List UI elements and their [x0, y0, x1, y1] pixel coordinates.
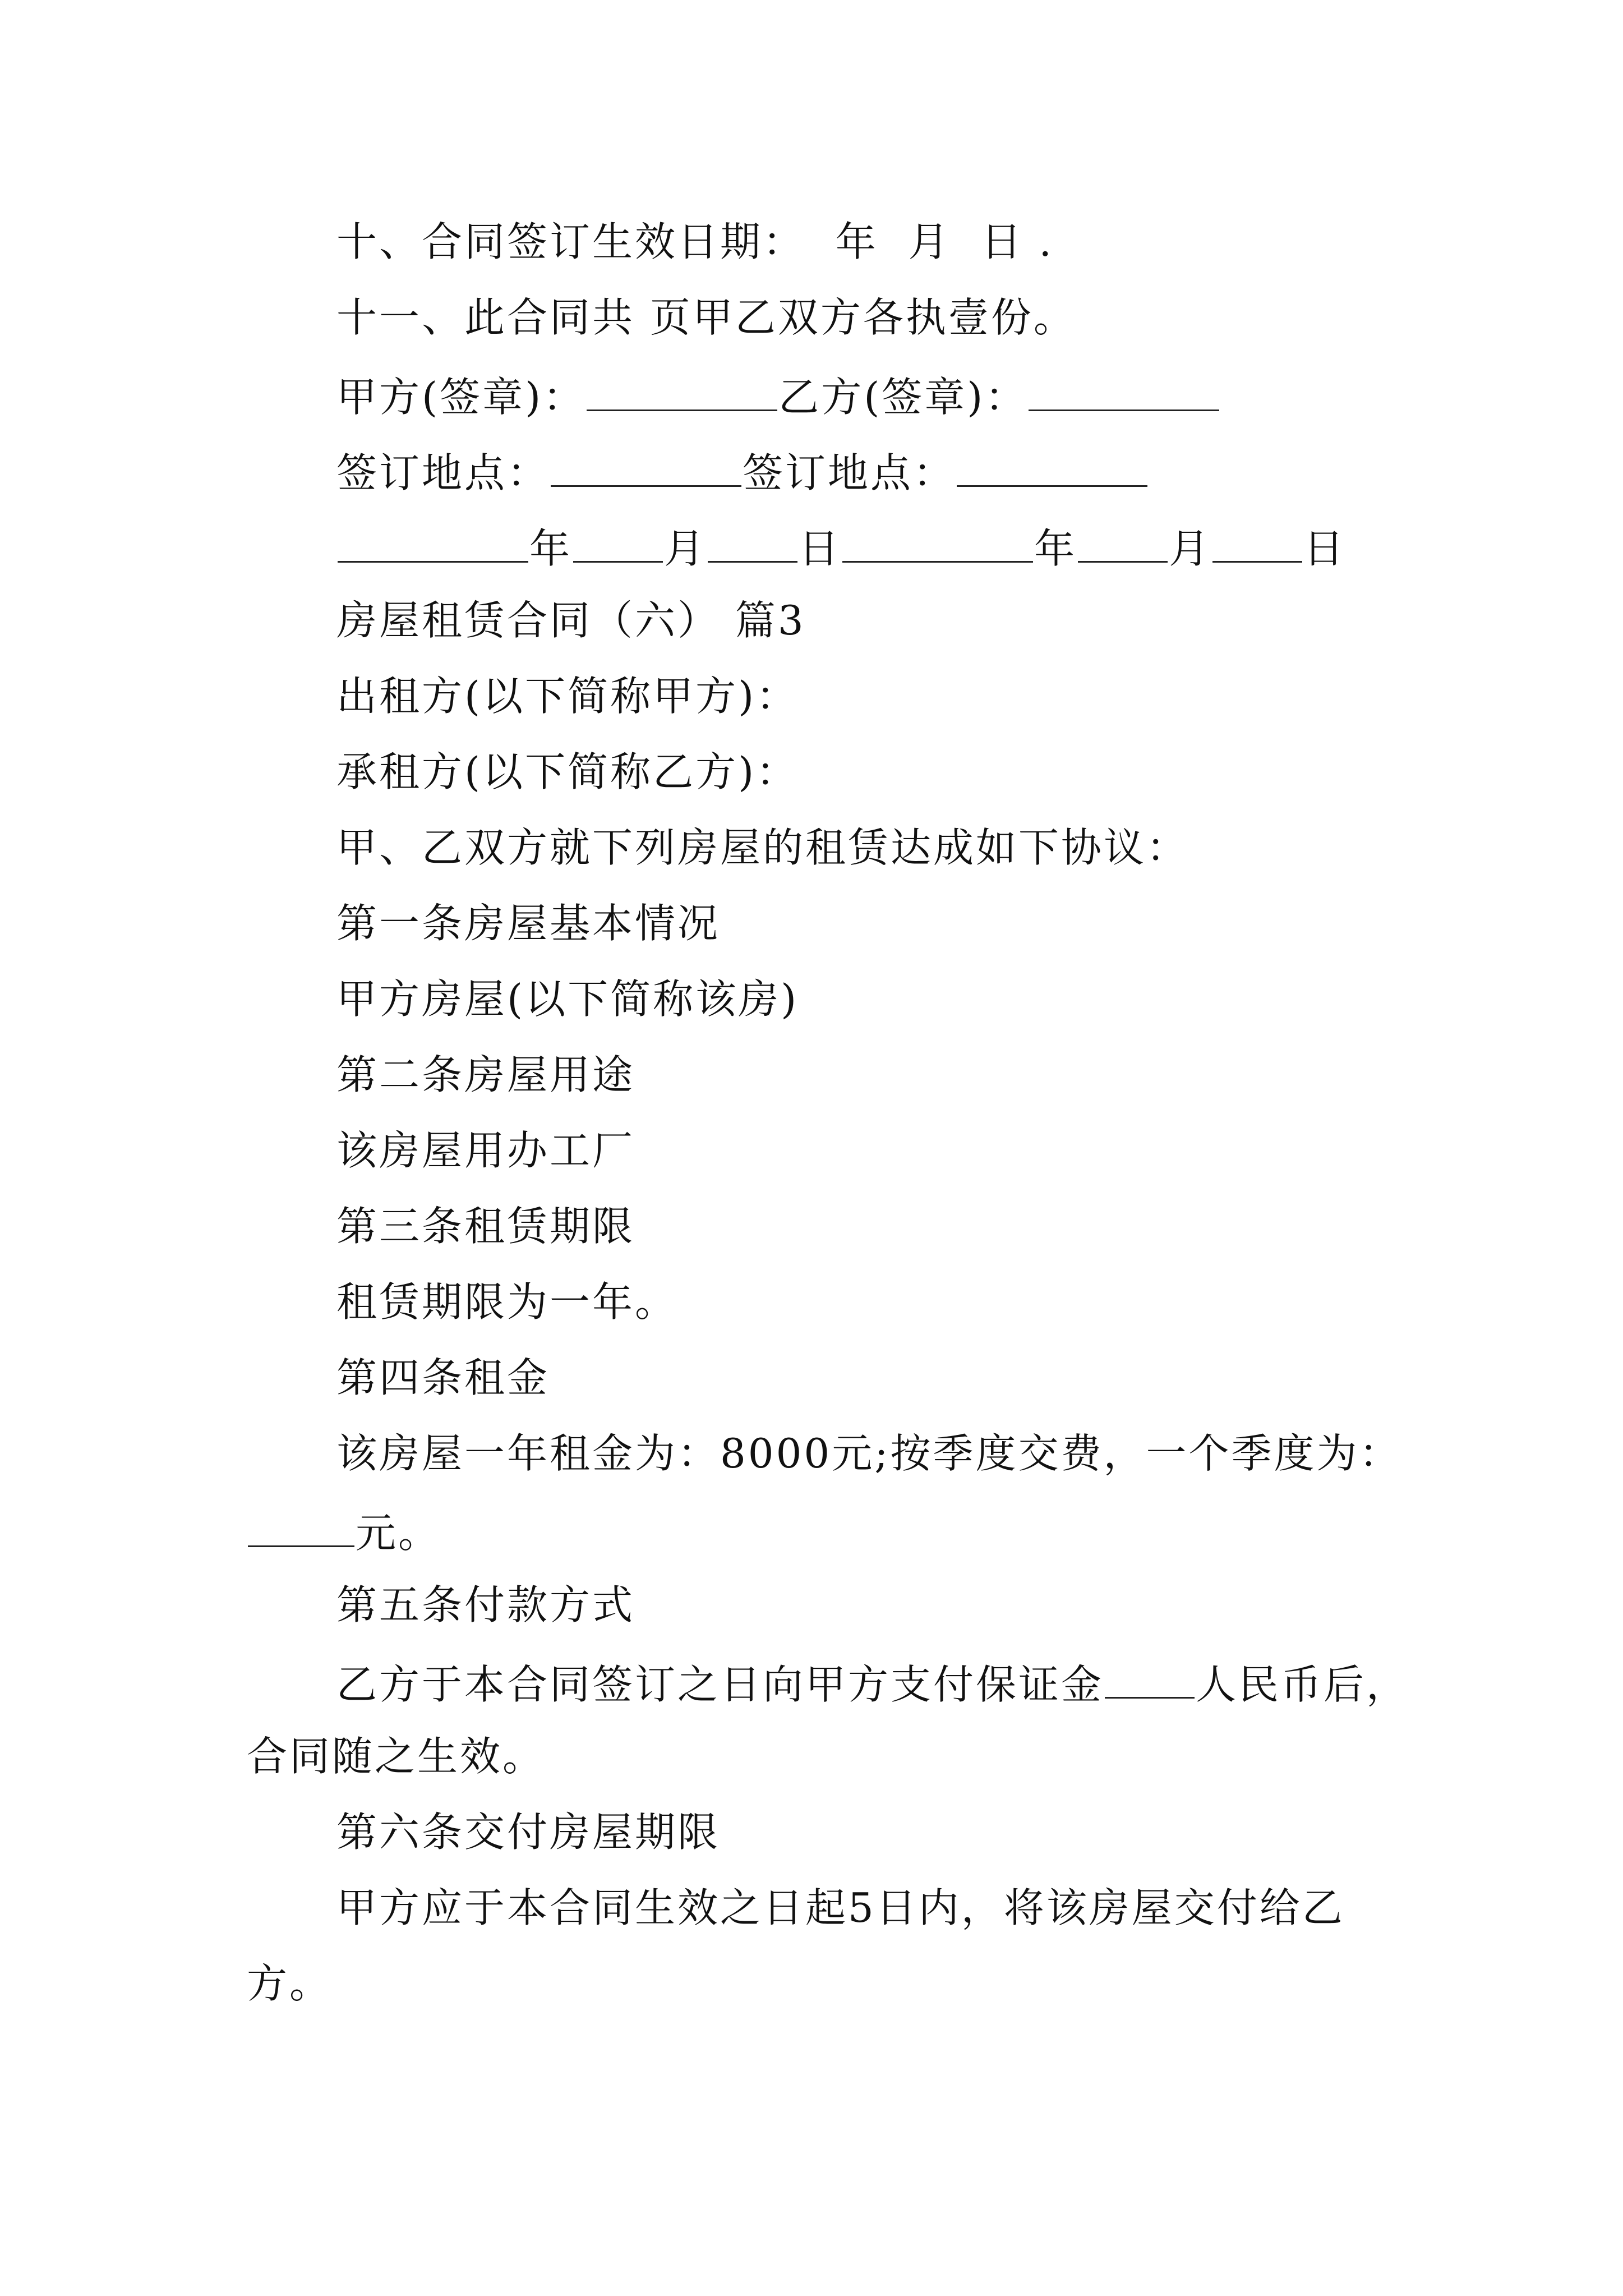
article-5-title: 第五条付款方式	[336, 1581, 635, 1628]
year-blank-b	[842, 524, 1033, 563]
article-1-body: 甲方房屋(以下简称该房)	[336, 976, 799, 1023]
month-label-a: 月	[664, 524, 707, 572]
month-blank-a	[573, 524, 663, 563]
article-1-title: 第一条房屋基本情况	[336, 900, 721, 947]
year-label-b: 年	[1034, 524, 1077, 572]
article-4-body-line1: 该房屋一年租金为：8000元;按季度交费，一个季度为：	[336, 1430, 1402, 1477]
party-a-seal-blank	[587, 373, 777, 411]
signature-line	[336, 373, 1220, 421]
article-5-text-a: 乙方于本合同签订之日向甲方支付保证金	[336, 1660, 1104, 1708]
article-5-text-b: 人民币后，	[1196, 1660, 1409, 1708]
agreement-intro: 甲、乙双方就下列房屋的租赁达成如下协议：	[336, 824, 1189, 871]
year-blank-a	[338, 524, 528, 563]
article-6-body-line1: 甲方应于本合同生效之日起5日内，将该房屋交付给乙	[336, 1884, 1345, 1931]
contract-heading: 房屋租赁合同（六） 篇3	[336, 597, 806, 644]
party-b-seal-label: 乙方(签章)：	[778, 373, 1028, 421]
day-label-a: 日	[799, 524, 842, 572]
article-2-body: 该房屋用办工厂	[336, 1127, 635, 1174]
day-blank-b	[1212, 524, 1302, 563]
party-a-seal-label: 甲方(签章)：	[336, 373, 586, 421]
signing-place-label-b: 签订地点：	[743, 449, 956, 496]
month-label-b: 月	[1169, 524, 1212, 572]
copies-line: 十一、此合同共 页甲乙双方各执壹份。	[336, 294, 1076, 341]
article-6-title: 第六条交付房屋期限	[336, 1809, 721, 1856]
article-6-body-line2: 方。	[247, 1960, 333, 2007]
year-label-a: 年	[529, 524, 573, 572]
article-4-body-line2	[247, 1509, 441, 1557]
article-3-title: 第三条租赁期限	[336, 1203, 635, 1250]
party-b-seal-blank	[1029, 373, 1219, 411]
lessee-line: 承租方(以下简称乙方)：	[336, 748, 799, 795]
article-4-yuan: 元。	[356, 1509, 441, 1557]
day-blank-a	[708, 524, 797, 563]
article-3-body: 租赁期限为一年。	[336, 1278, 678, 1326]
deposit-blank	[1105, 1660, 1195, 1699]
article-5-body-line2: 合同随之生效。	[247, 1733, 546, 1780]
quarter-amount-blank	[248, 1509, 354, 1547]
signing-place-blank-a	[551, 449, 741, 487]
signing-date-line	[336, 524, 1347, 572]
signing-place-label-a: 签订地点：	[336, 449, 550, 496]
article-2-title: 第二条房屋用途	[336, 1051, 635, 1098]
effective-date-line: 十、合同签订生效日期： 年 月 日 .	[336, 218, 1054, 265]
day-label-b: 日	[1303, 524, 1347, 572]
month-blank-b	[1078, 524, 1168, 563]
lessor-line: 出租方(以下简称甲方)：	[336, 673, 799, 720]
signing-place-blank-b	[957, 449, 1147, 487]
article-4-title: 第四条租金	[336, 1354, 550, 1401]
signing-place-line	[336, 449, 1149, 496]
article-5-body-line1	[336, 1660, 1409, 1708]
